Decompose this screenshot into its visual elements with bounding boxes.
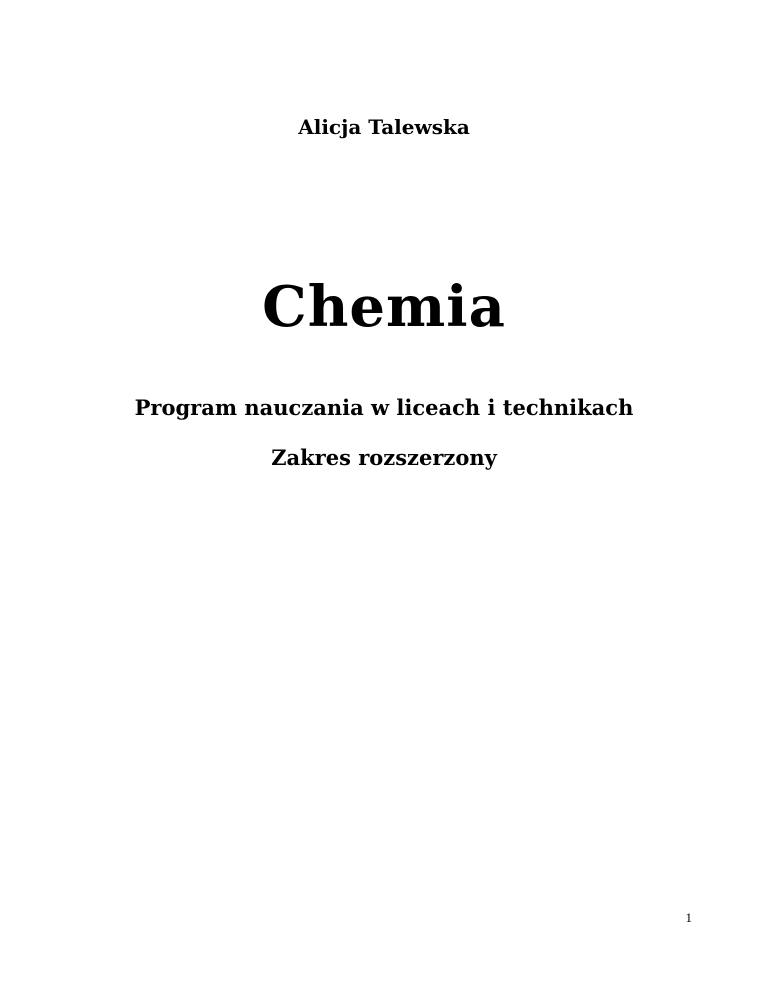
page-number: 1 — [685, 910, 692, 925]
document-scope: Zakres rozszerzony — [271, 445, 497, 470]
author-name: Alicja Talewska — [298, 115, 470, 139]
document-title: Chemia — [262, 274, 506, 340]
document-subtitle: Program nauczania w liceach i technikach — [134, 395, 634, 420]
